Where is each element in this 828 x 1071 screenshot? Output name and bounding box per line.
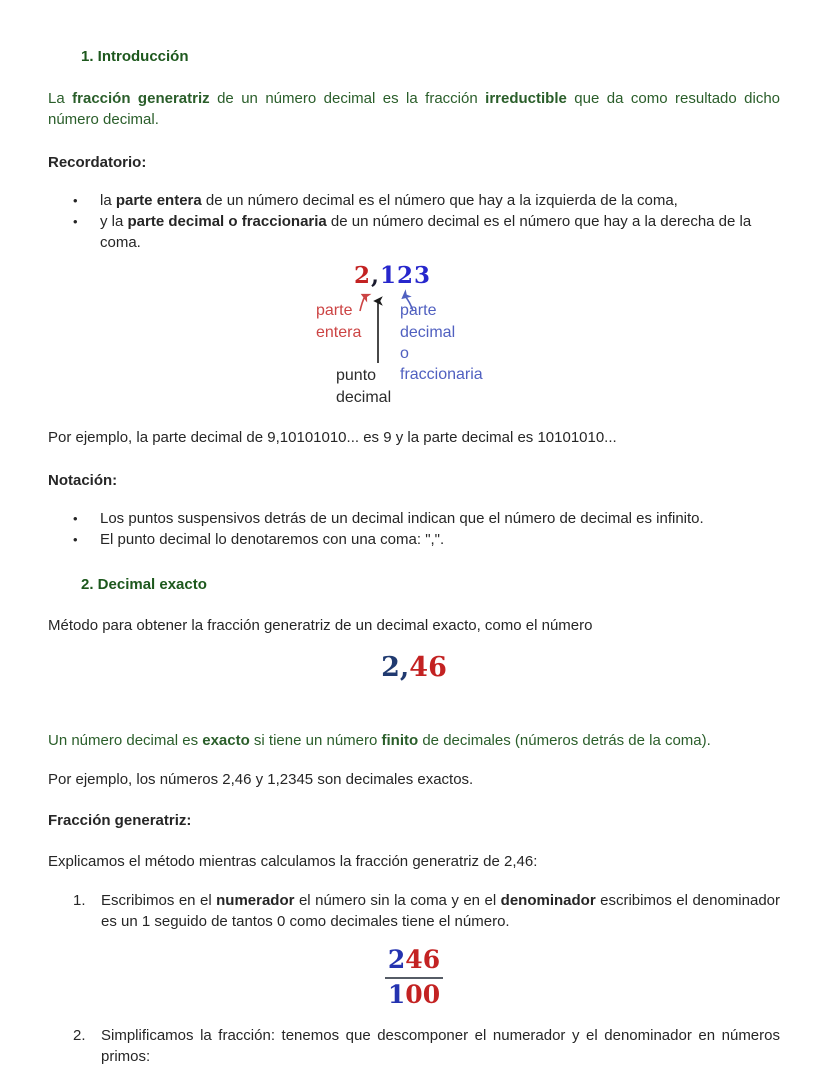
fraction-denominator-red: 00 — [405, 980, 441, 1009]
bullet-text: la parte entera de un número decimal es el número que hay a la izquierda de la coma, — [100, 192, 678, 209]
punto-decimal-label-line2: decimal — [336, 389, 392, 406]
list-item — [48, 211, 780, 253]
decimal-parts-diagram — [316, 262, 512, 409]
recordatorio-bullet-list — [48, 190, 780, 253]
parte-entera-arrow — [360, 296, 365, 311]
fraction-denominator-blue: 1 — [387, 980, 406, 1009]
diagram-number-decimals: 123 — [380, 262, 432, 289]
section-heading-decimal-exacto: 2. Decimal exacto — [81, 576, 207, 593]
fraction-bar — [385, 977, 443, 979]
bullet-icon: • — [73, 511, 78, 526]
por-ejemplo2-paragraph: Por ejemplo, los números 2,46 y 1,2345 son decimales exactos. — [48, 771, 474, 788]
punto-decimal-label-line1: punto — [336, 367, 377, 384]
step-number: 2. — [73, 1027, 86, 1044]
explicamos-paragraph: Explicamos el método mientras calculamos la fracción generatriz de 2,46: — [48, 853, 538, 870]
fraccion-generatriz-label: Fracción generatriz: — [48, 812, 192, 829]
parte-decimal-label-line4: fraccionaria — [400, 366, 483, 383]
bullet-icon: • — [73, 532, 78, 547]
metodo-paragraph: Método para obtener la fracción generatriz de un decimal exacto, como el número — [48, 617, 593, 634]
por-ejemplo-paragraph: Por ejemplo, la parte decimal de 9,10101010... es 9 y la parte decimal es 10101010... — [48, 429, 617, 446]
list-item — [48, 529, 780, 550]
big-number-246 — [48, 652, 780, 684]
step-number: 1. — [73, 892, 86, 909]
notacion-label: Notación: — [48, 472, 118, 489]
bullet-icon: • — [73, 193, 78, 208]
step-2-item — [48, 1025, 780, 1067]
parte-entera-label-line2: entera — [316, 324, 362, 341]
fraction-numerator — [379, 946, 449, 974]
bullet-icon: • — [73, 214, 78, 229]
fraction-numerator-blue: 2 — [387, 945, 406, 974]
list-item — [48, 190, 780, 211]
notacion-bullet-list — [48, 508, 780, 550]
diagram-number-comma: , — [371, 262, 381, 289]
bullet-text: y la parte decimal o fraccionaria de un número decimal es el número que hay a la derecha de la coma. — [100, 213, 752, 251]
fraction-246-100 — [379, 946, 449, 1009]
step-text: Escribimos en el numerador el número sin la coma y en el denominador escribimos el denominador es un 1 seguido de tantos 0 como decimales tiene el número. — [101, 892, 781, 930]
recordatorio-label: Recordatorio: — [48, 154, 147, 171]
parte-decimal-label-line3: o — [400, 345, 409, 362]
big-number-decimals: 46 — [409, 652, 447, 683]
diagram-number-integer: 2 — [354, 262, 372, 289]
section-heading-introduccion: 1. Introducción — [81, 48, 189, 65]
bullet-text: El punto decimal lo denotaremos con una coma: ",". — [100, 531, 445, 548]
list-item — [48, 508, 780, 529]
fraction-denominator — [379, 981, 449, 1009]
intro-paragraph: La fracción generatriz de un número decimal es la fracción irreductible que da como resultado dicho número decimal. — [48, 90, 781, 128]
bullet-text: Los puntos suspensivos detrás de un decimal indican que el número de decimal es infinito. — [100, 510, 704, 527]
step-text: Simplificamos la fracción: tenemos que descomponer el numerador y el denominador en números primos: — [101, 1027, 780, 1065]
parte-entera-label-line1: parte — [316, 302, 353, 319]
parte-decimal-label-line1: parte — [400, 302, 437, 319]
fraction-numerator-red: 46 — [405, 945, 441, 974]
big-number-integer: 2, — [381, 652, 410, 683]
parte-decimal-label-line2: decimal — [400, 324, 456, 341]
step-1-item — [48, 890, 780, 932]
exacto-paragraph: Un número decimal es exacto si tiene un número finito de decimales (números detrás de la coma). — [48, 732, 711, 749]
